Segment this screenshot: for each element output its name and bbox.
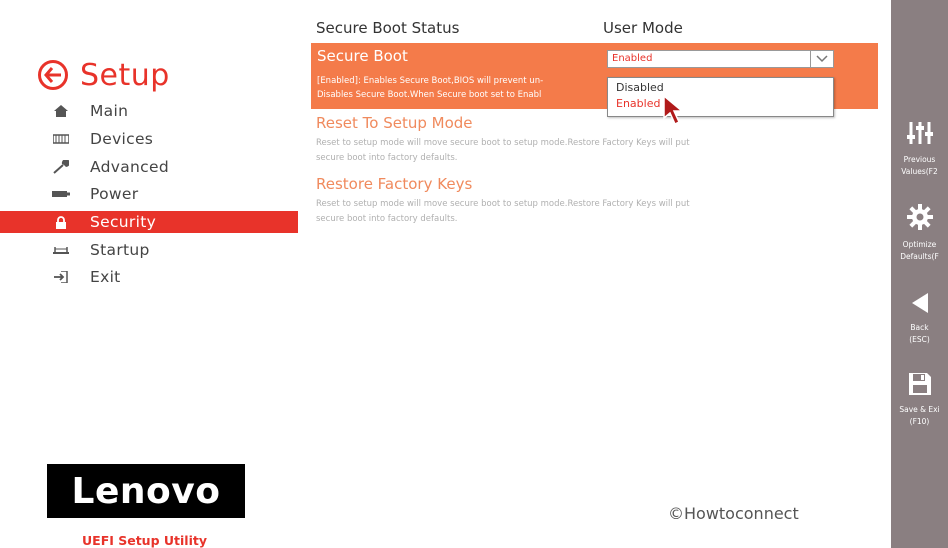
reset-to-setup-mode-description — [316, 136, 816, 166]
sliders-icon — [905, 131, 935, 150]
startup-icon — [50, 245, 72, 255]
setup-header — [38, 58, 170, 92]
power-icon — [50, 190, 72, 198]
nav-item-power[interactable] — [0, 183, 298, 205]
nav-item-devices[interactable] — [0, 128, 298, 150]
back-label: Back (ESC) — [909, 323, 930, 344]
chevron-down-icon[interactable] — [810, 51, 833, 67]
save-exit-label: Save & Exi (F10) — [899, 405, 940, 426]
lenovo-logo — [47, 464, 245, 518]
wrench-icon — [50, 160, 72, 174]
secure-boot-status-label: Secure Boot Status — [316, 19, 460, 37]
exit-icon — [50, 271, 72, 283]
secure-boot-selected-value: Enabled — [612, 53, 653, 64]
description-line: Reset to setup mode will move secure boot to setup mode.Restore Factory Keys will put — [316, 199, 690, 209]
option-enabled[interactable]: Enabled — [616, 97, 661, 110]
nav-label: Power — [90, 185, 139, 203]
nav-label: Advanced — [90, 158, 169, 176]
previous-values-button[interactable] — [891, 120, 948, 178]
lenovo-logo-text: Lenovo — [71, 470, 221, 512]
back-button[interactable] — [891, 292, 948, 346]
nav-label: Startup — [90, 241, 150, 259]
back-triangle-icon — [910, 299, 930, 318]
optimized-defaults-button[interactable] — [891, 203, 948, 263]
mouse-cursor-icon — [662, 94, 690, 132]
back-arrow-icon[interactable] — [38, 60, 68, 90]
home-icon — [50, 105, 72, 117]
nav-item-exit[interactable] — [0, 266, 298, 288]
description-line: Reset to setup mode will move secure boot to setup mode.Restore Factory Keys will put — [316, 138, 690, 148]
save-disk-icon — [908, 381, 932, 400]
secure-boot-description-line: Disables Secure Boot.When Secure boot set to Enabl — [317, 90, 542, 100]
secure-boot-dropdown-list — [607, 77, 834, 117]
page-title: Setup — [80, 57, 170, 93]
reset-to-setup-mode-item[interactable]: Reset To Setup Mode — [316, 114, 473, 132]
save-exit-button[interactable] — [891, 372, 948, 428]
nav-item-main[interactable] — [0, 100, 298, 122]
secure-boot-label: Secure Boot — [317, 47, 408, 65]
previous-values-label: Previous Values(F2 — [901, 155, 938, 176]
restore-factory-keys-item[interactable]: Restore Factory Keys — [316, 175, 473, 193]
restore-factory-keys-description — [316, 197, 816, 227]
uefi-setup-utility-label: UEFI Setup Utility — [82, 533, 207, 548]
function-key-rail — [891, 0, 948, 548]
nav-item-security[interactable] — [0, 211, 298, 233]
secure-boot-status-value: User Mode — [603, 19, 683, 37]
nav-label: Devices — [90, 130, 154, 148]
secure-boot-description — [317, 74, 617, 102]
watermark: ©Howtoconnect — [668, 504, 799, 523]
nav-item-advanced[interactable] — [0, 156, 298, 178]
nav-label: Security — [90, 213, 157, 231]
option-disabled[interactable]: Disabled — [616, 81, 664, 94]
nav-label: Exit — [90, 268, 121, 286]
nav-label: Main — [90, 102, 129, 120]
secure-boot-description-line: [Enabled]: Enables Secure Boot,BIOS will prevent un- — [317, 76, 544, 86]
gear-icon — [906, 216, 934, 235]
optimized-defaults-label: Optimize Defaults(F — [900, 240, 939, 261]
lock-icon — [50, 216, 72, 229]
nav-item-startup[interactable] — [0, 239, 298, 261]
secure-boot-select[interactable] — [607, 50, 834, 68]
description-line: secure boot into factory defaults. — [316, 153, 458, 163]
description-line: secure boot into factory defaults. — [316, 214, 458, 224]
devices-icon — [50, 134, 72, 144]
